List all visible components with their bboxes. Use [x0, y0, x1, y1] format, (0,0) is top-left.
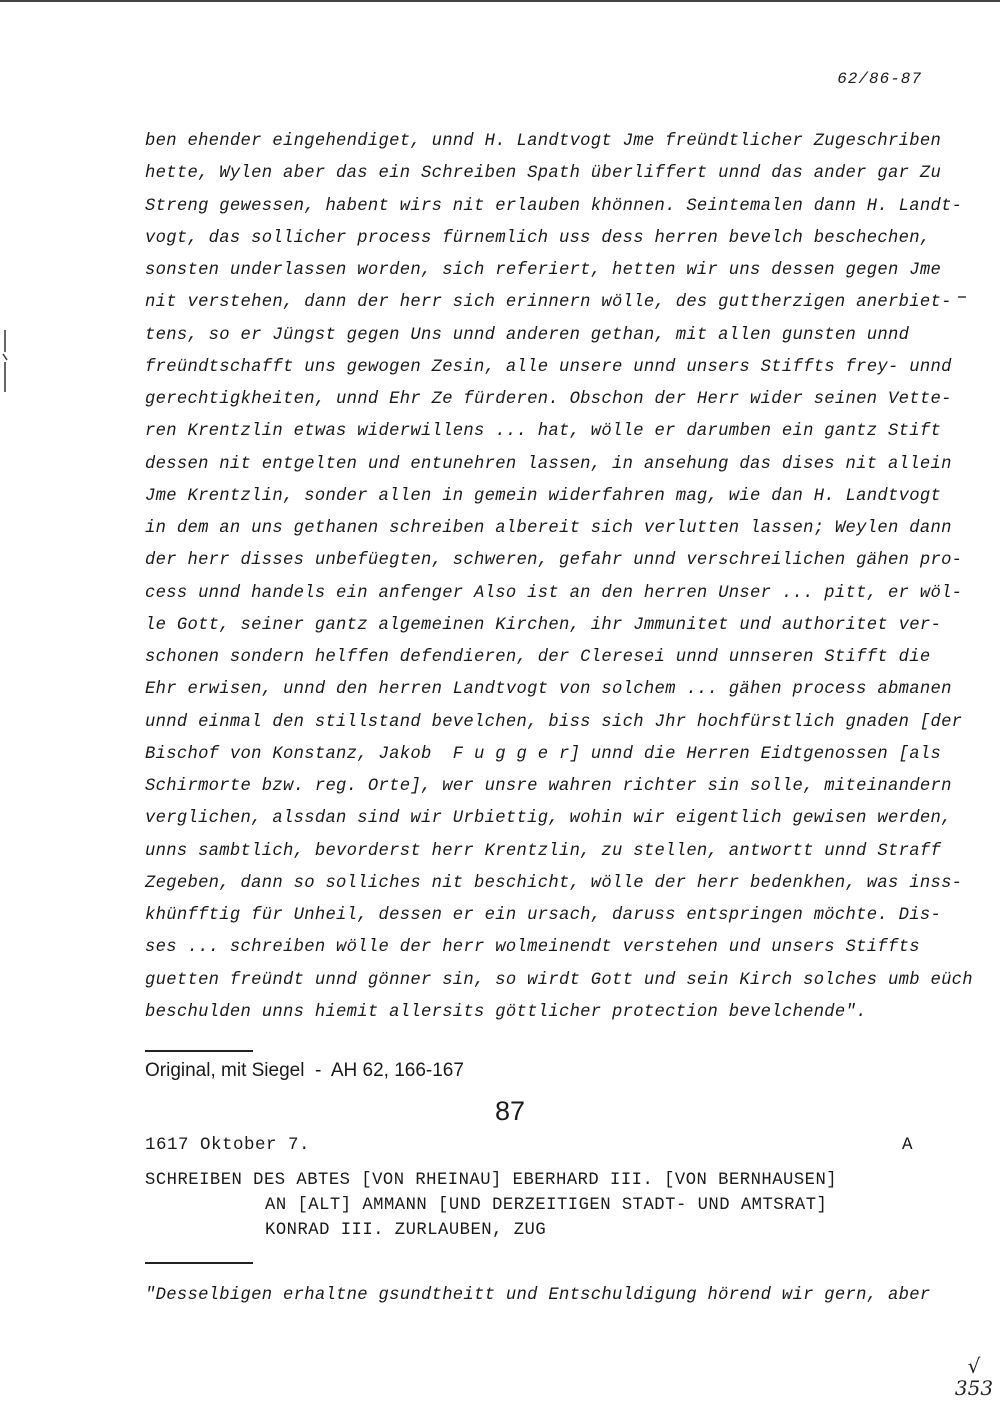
body-line: Schirmorte bzw. reg. Orte], wer unsre wahren richter sin solle, miteinandern [145, 777, 952, 796]
document-date: 1617 Oktober 7. [145, 1135, 311, 1155]
document-heading [145, 1168, 945, 1243]
body-line: tens, so er Jüngst gegen Uns unnd anderen gethan, mit allen gunsten unnd [145, 325, 910, 345]
body-line: ses ... schreiben wölle der herr wolmeinendt verstehen und unsers Stiffts [145, 938, 920, 958]
body-line: in dem an uns gethanen schreiben albereit sich verlutten lassen; Weylen dann [145, 519, 952, 538]
heading-line: SCHREIBEN DES ABTES [VON RHEINAU] EBERHARD III. [VON BERNHAUSEN] [145, 1171, 838, 1190]
heading-line: AN [ALT] AMMANN [UND DERZEITIGEN STADT- UND AMTSRAT] [265, 1196, 828, 1215]
body-line: Ehr erwisen, unnd den herren Landtvogt von solchem ... gähen process abmanen [145, 680, 952, 700]
body-line: verglichen, alssdan sind wir Urbiettig, wohin wir eigentlich gewisen werden, [145, 809, 952, 829]
body-line: unnd einmal den stillstand bevelchen, biss sich Jhr hochfürstlich gnaden [der [145, 712, 963, 732]
body-line: unns sambtlich, bevorderst herr Krentzlin, zu stellen, antwortt unnd Straff [145, 841, 942, 861]
scan-margin-mark [2, 330, 8, 392]
body-line: Streng gewessen, habent wirs nit erlauben khönnen. Seintemalen dann H. Landt- [145, 196, 963, 216]
quote-start: "Desselbigen erhaltne gsundtheitt und Entschuldigung hörend wir gern, aber [145, 1286, 931, 1305]
body-line: vogt, das sollicher process fürnemlich uss dess herren bevelch beschechen, [145, 228, 931, 248]
body-line: hette, Wylen aber das ein Schreiben Spath überliffert unnd das ander gar Zu [145, 164, 942, 184]
body-line: nit verstehen, dann der herr sich erinnern wölle, des guttherzigen anerbiet- [145, 293, 952, 313]
scan-margin-tick [958, 296, 966, 298]
page-number: 62/86-87 [837, 70, 922, 88]
body-line: der herr disses unbefüegten, schweren, gefahr unnd verschreilichen gähen pro- [145, 551, 963, 571]
source-note: Original, mit Siegel - AH 62, 166-167 [145, 1060, 464, 1081]
letter-body-text [145, 126, 973, 1029]
body-line: ren Krentzlin etwas widerwillens ... hat, wölle er darumben ein gantz Stift [145, 422, 942, 442]
body-line: ben ehender eingehendiget, unnd H. Landtvogt Jme freündtlicher Zugeschriben [145, 132, 942, 151]
body-line: le Gott, seiner gantz algemeinen Kirchen, ihr Jmmunitet und authoritet ver- [145, 615, 942, 635]
scan-top-edge [0, 0, 1000, 2]
handwritten-archive-mark: √ 353 [954, 1354, 994, 1400]
document-class-letter: A [902, 1135, 913, 1155]
body-line: Bischof von Konstanz, Jakob F u g g e r] unnd die Herren Eidtgenossen [als [145, 744, 942, 764]
body-line: cess unnd handels ein anfenger Also ist an den herren Unser ... pitt, er wöl- [145, 583, 963, 603]
quote-divider [145, 1262, 253, 1264]
body-line: guetten freündt unnd gönner sin, so wirdt Gott und sein Kirch solches umb eüch [145, 970, 973, 990]
body-line: Jme Krentzlin, sonder allen in gemein widerfahren mag, wie dan H. Landtvogt [145, 486, 942, 506]
document-number: 87 [494, 1096, 526, 1126]
source-divider [145, 1050, 253, 1052]
body-line: beschulden unns hiemit allersits göttlicher protection bevelchende". [145, 1002, 867, 1022]
body-line: freündtschafft uns gewogen Zesin, alle unsere unnd unsers Stiffts frey- unnd [145, 357, 952, 377]
body-line: khünfftig für Unheil, dessen er ein ursach, daruss entspringen möchte. Dis- [145, 906, 942, 925]
heading-line: KONRAD III. ZURLAUBEN, ZUG [265, 1221, 547, 1240]
body-line: gerechtigkheiten, unnd Ehr Ze fürderen. Obschon der Herr wider seinen Vette- [145, 390, 952, 409]
body-line: Zegeben, dann so solliches nit beschicht, wölle der herr bedenkhen, was inss- [145, 873, 963, 893]
body-line: sonsten underlassen worden, sich referiert, hetten wir uns dessen gegen Jme [145, 261, 942, 280]
body-line: schonen sondern helffen defendieren, der Cleresei unnd unnseren Stifft die [145, 648, 931, 667]
body-line: dessen nit entgelten und entunehren lassen, in ansehung das dises nit allein [145, 454, 952, 474]
